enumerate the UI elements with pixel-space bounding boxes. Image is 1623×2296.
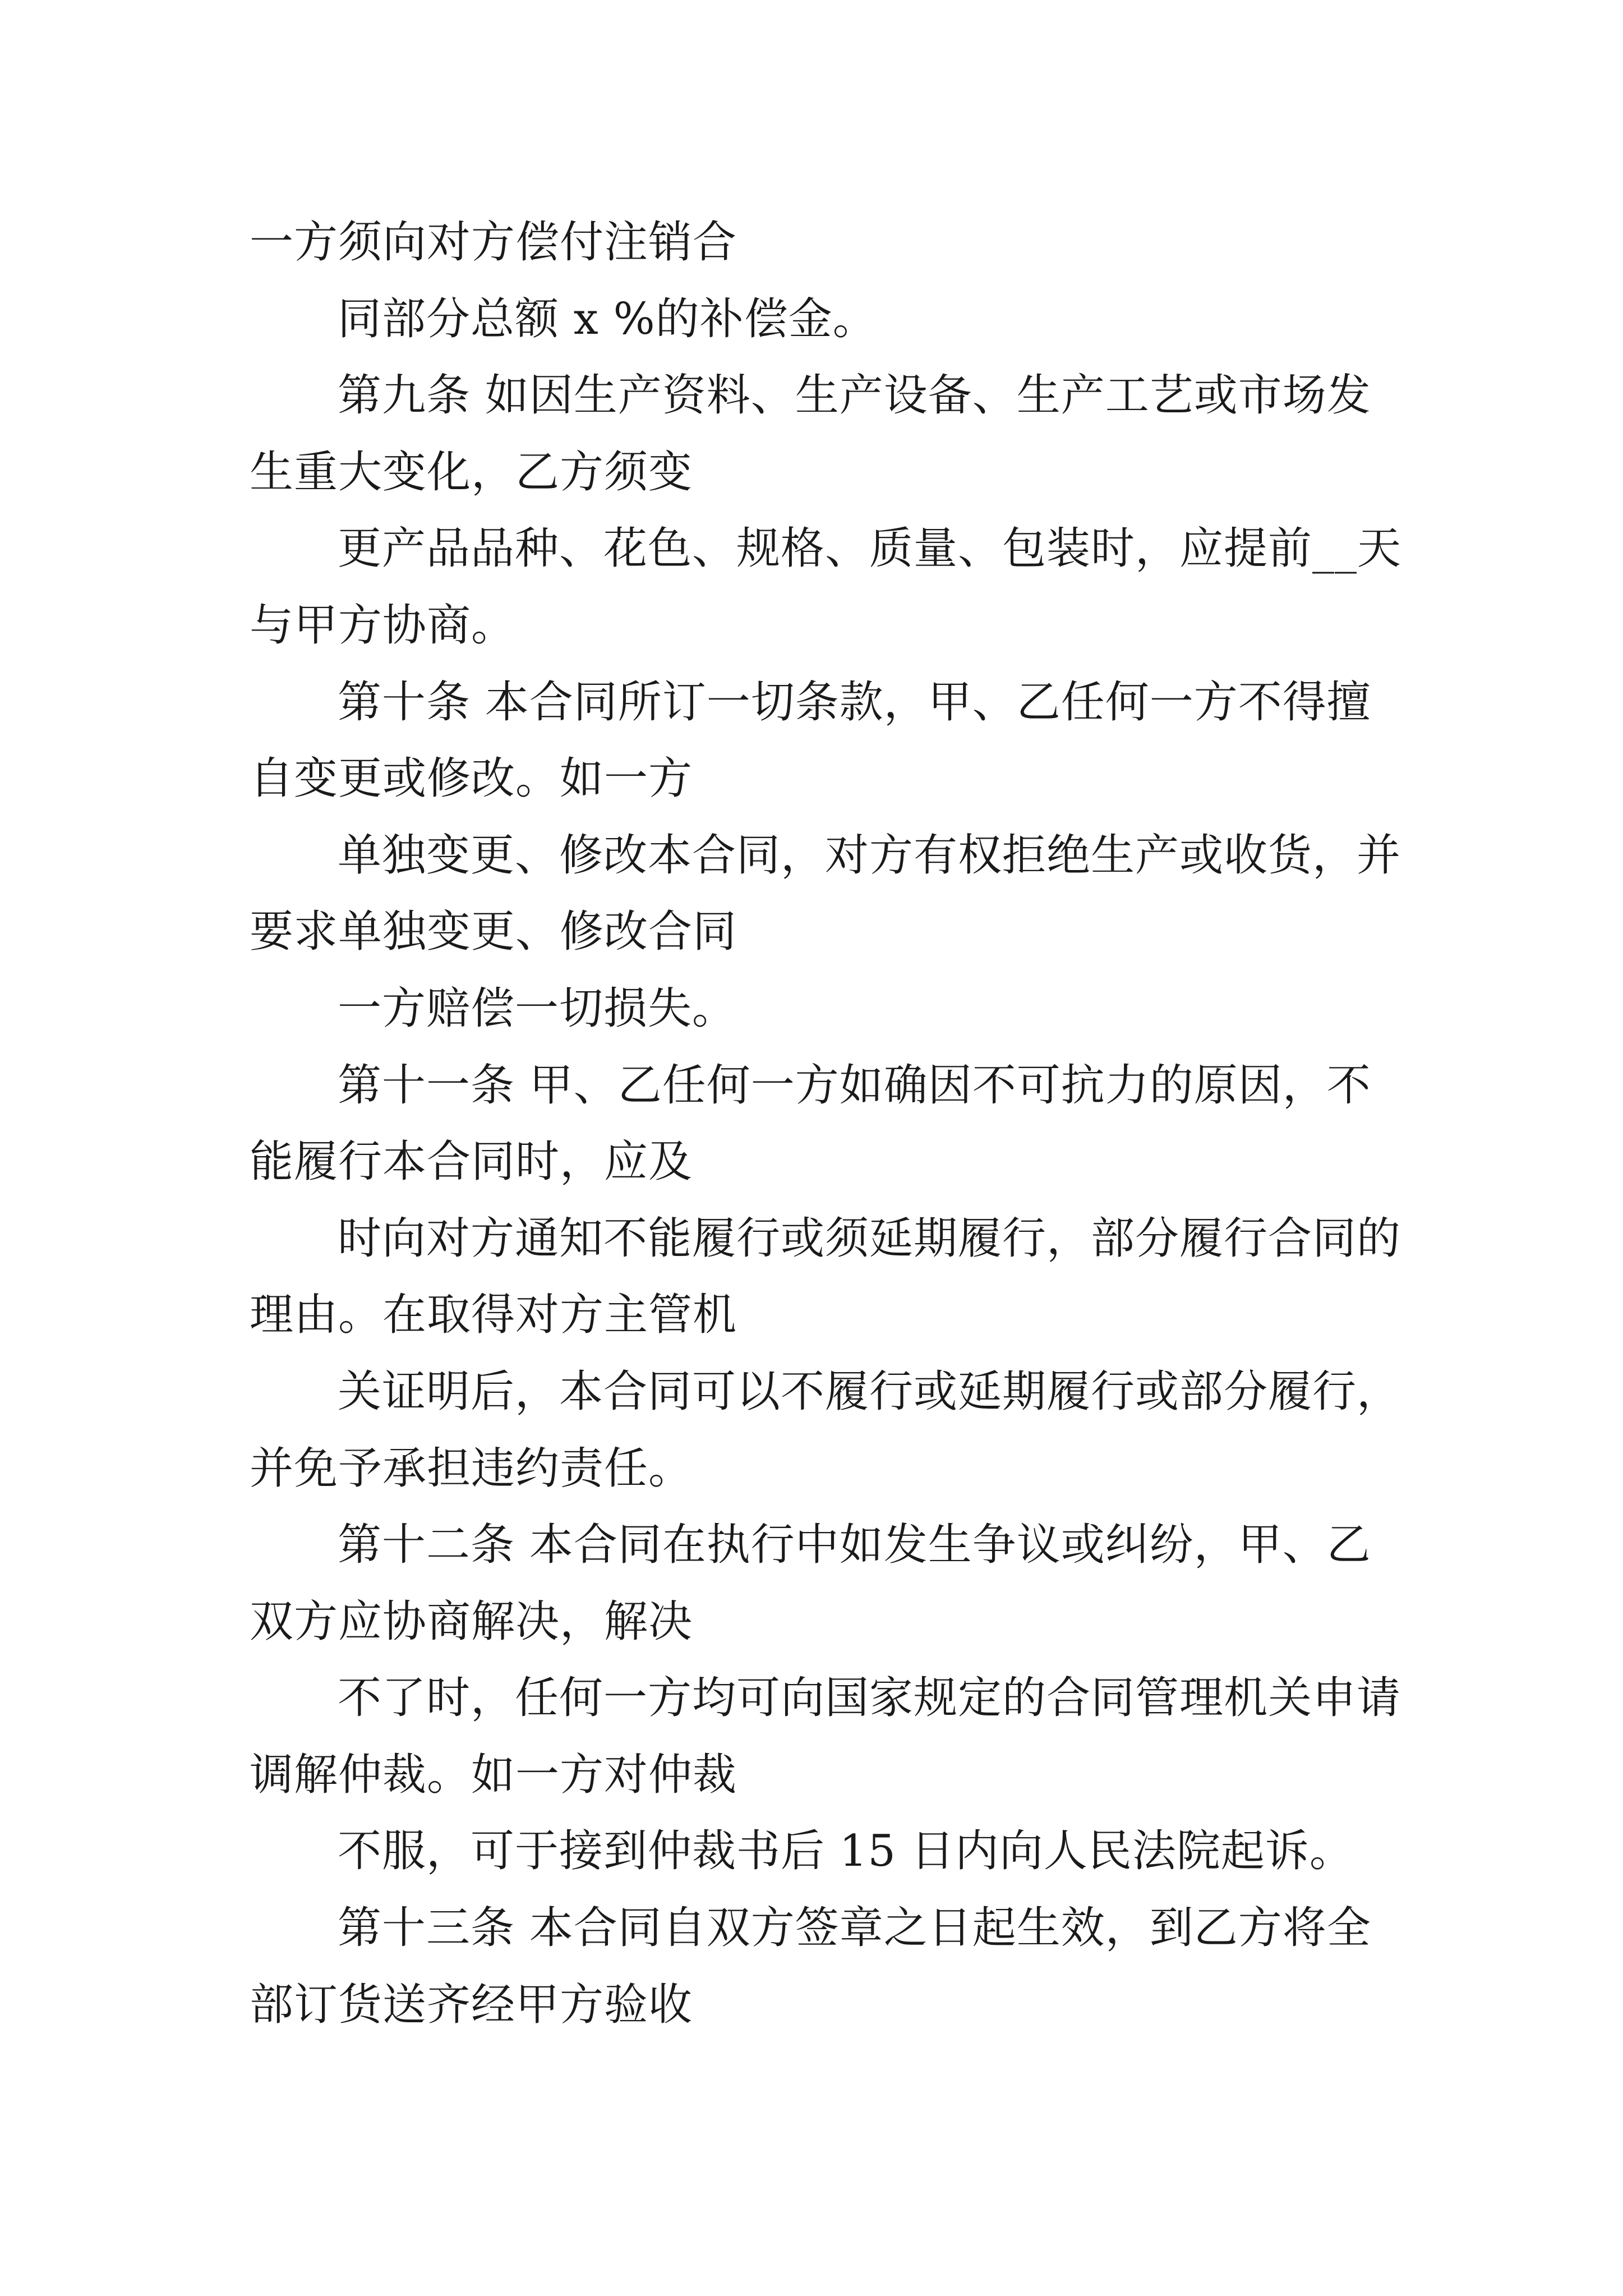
text-line: 关证明后，本合同可以不履行或延期履行或部分履行， <box>338 1366 1401 1417</box>
text-line: 一方赔偿一切损失。 <box>338 983 737 1034</box>
text-line: 不了时，任何一方均可向国家规定的合同管理机关申请 <box>338 1673 1401 1724</box>
text-line: 单独变更、修改本合同，对方有权拒绝生产或收货，并 <box>338 830 1401 881</box>
text-line: 与甲方协商。 <box>250 600 516 651</box>
text-line: 生重大变化，乙方须变 <box>250 447 693 498</box>
text-line: 并免予承担违约责任。 <box>250 1443 693 1494</box>
text-line: 能履行本合同时，应及 <box>250 1137 693 1188</box>
clause-10-heading-line: 第十条 本合同所订一切条款，甲、乙任何一方不得擅 <box>338 677 1371 728</box>
clause-13-heading-line: 第十三条 本合同自双方签章之日起生效，到乙方将全 <box>338 1903 1371 1954</box>
contract-text-body <box>250 204 1427 2043</box>
text-line: 部订货送齐经甲方验收 <box>250 1979 693 2030</box>
text-line: 时向对方通知不能履行或须延期履行，部分履行合同的 <box>338 1213 1401 1264</box>
clause-9-heading-line: 第九条 如因生产资料、生产设备、生产工艺或市场发 <box>338 370 1371 421</box>
clause-12-heading-line: 第十二条 本合同在执行中如发生争议或纠纷，甲、乙 <box>338 1520 1371 1571</box>
text-line: 同部分总额 x %的补偿金。 <box>338 293 877 344</box>
text-line: 理由。在取得对方主管机 <box>250 1290 737 1341</box>
text-line: 调解仲裁。如一方对仲裁 <box>250 1749 737 1800</box>
text-line: 一方须向对方偿付注销合 <box>250 217 737 268</box>
clause-11-heading-line: 第十一条 甲、乙任何一方如确因不可抗力的原因，不 <box>338 1060 1371 1111</box>
text-line: 更产品品种、花色、规格、质量、包装时，应提前__天 <box>338 523 1402 574</box>
text-line: 要求单独变更、修改合同 <box>250 907 737 958</box>
text-line: 自变更或修改。如一方 <box>250 753 693 804</box>
text-line: 不服，可于接到仲裁书后 15 日内向人民法院起诉。 <box>338 1826 1354 1877</box>
text-line: 双方应协商解决，解决 <box>250 1596 693 1647</box>
